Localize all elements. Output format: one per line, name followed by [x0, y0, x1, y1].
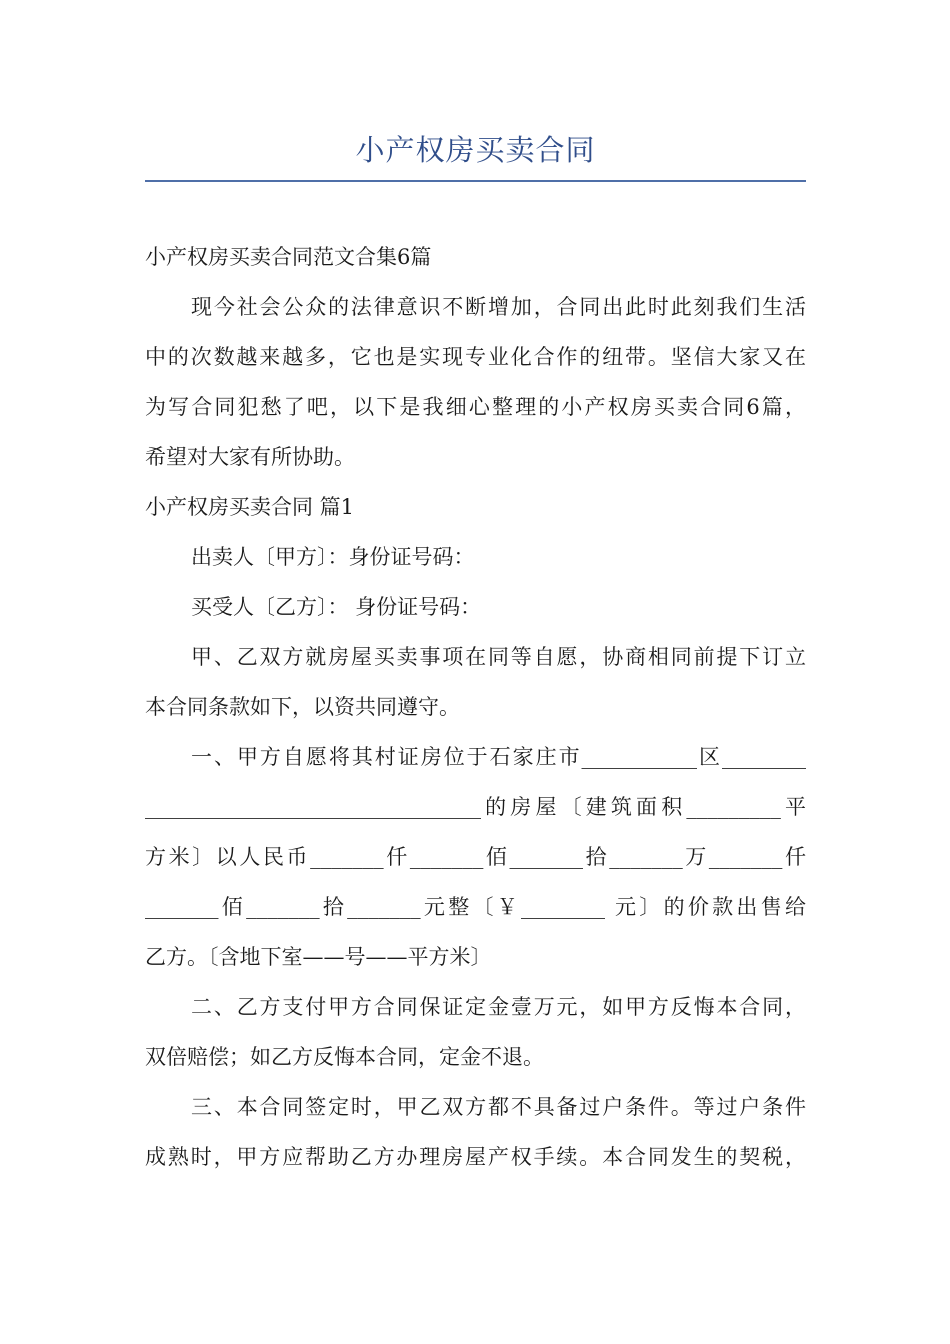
intro-paragraph-line: 希望对大家有所协助。	[145, 445, 355, 469]
title-underline	[145, 180, 806, 182]
buyer-line: 买受人〔乙方〕： 身份证号码：	[191, 595, 482, 619]
intro-paragraph-line: 为写合同犯愁了吧，以下是我细心整理的小产权房买卖合同6篇，	[145, 395, 806, 419]
clause-2-line: 双倍赔偿；如乙方反悔本合同，定金不退。	[145, 1045, 544, 1069]
intro-paragraph-line: 现今社会公众的法律意识不断增加，合同出此时此刻我们生活	[191, 295, 806, 319]
preamble-line: 本合同条款如下，以资共同遵守。	[145, 695, 460, 719]
document-body	[145, 232, 806, 1182]
preamble-line: 甲、乙双方就房屋买卖事项在同等自愿，协商相同前提下订立	[191, 645, 806, 669]
collection-heading: 小产权房买卖合同范文合集6篇	[145, 245, 432, 269]
clause-3-line: 三、本合同签定时，甲乙双方都不具备过户条件。等过户条件	[191, 1095, 806, 1119]
clause-1-line: 乙方。〔含地下室——号——平方米〕	[145, 945, 492, 969]
seller-line: 出卖人〔甲方〕：身份证号码：	[191, 545, 475, 569]
section-heading: 小产权房买卖合同 篇1	[145, 495, 355, 519]
intro-paragraph-line: 中的次数越来越多，它也是实现专业化合作的纽带。坚信大家又在	[145, 345, 806, 369]
clause-1-line: ________________________________的房屋〔建筑面积_________平	[145, 795, 806, 819]
clause-1-line: 一、甲方自愿将其村证房位于石家庄市___________区________	[191, 745, 806, 769]
clause-3-line: 成熟时，甲方应帮助乙方办理房屋产权手续。本合同发生的契税，	[145, 1145, 806, 1169]
clause-2-line: 二、乙方支付甲方合同保证定金壹万元，如甲方反悔本合同，	[191, 995, 806, 1019]
document-title: 小产权房买卖合同	[355, 133, 596, 167]
clause-1-line: 方米〕以人民币_______仟_______佰_______拾_______万_______仟	[145, 845, 806, 869]
clause-1-line: _______佰_______拾_______元整〔￥________ 元〕的价款出售给	[145, 895, 806, 919]
